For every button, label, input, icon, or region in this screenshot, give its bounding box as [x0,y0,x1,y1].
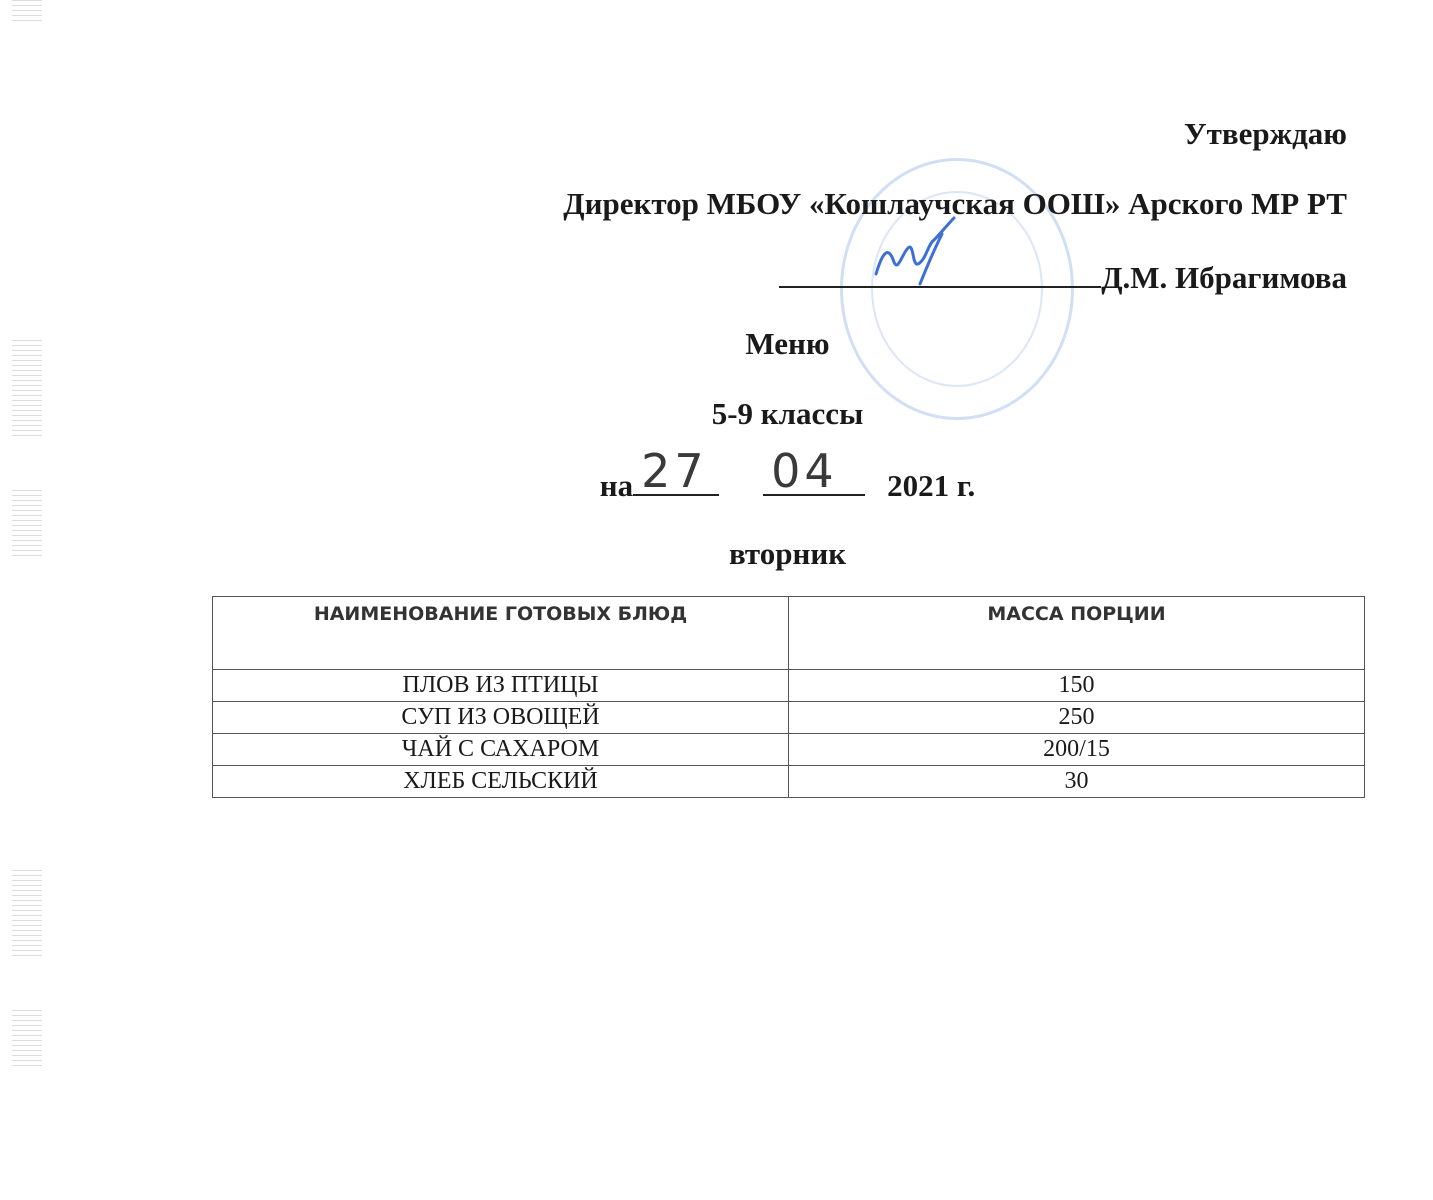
scan-artifact [12,870,42,960]
scan-artifact [12,1010,42,1070]
date-year: 2021 г. [887,468,976,503]
handwritten-signature [868,214,978,294]
column-header-mass: МАССА ПОРЦИИ [789,597,1365,670]
table-row [213,702,1365,734]
dish-name: СУП ИЗ ОВОЩЕЙ [213,702,789,734]
grades-label: 5-9 классы [711,396,864,431]
weekday-label: вторник [728,536,847,571]
scan-artifact [12,0,42,24]
date-prefix: на [599,468,634,503]
date-month-field [763,444,865,498]
date-month-value: 04 [771,444,838,498]
menu-table [212,596,1365,798]
date-line [0,444,1433,504]
menu-title: Меню [745,326,830,361]
portion-mass: 150 [789,670,1365,702]
date-day-value: 27 [641,444,708,498]
portion-mass: 200/15 [789,734,1365,766]
portion-mass: 250 [789,702,1365,734]
dish-name: ПЛОВ ИЗ ПТИЦЫ [213,670,789,702]
approval-title: Утверждаю [1183,116,1347,151]
signatory-name: Д.М. Ибрагимова [1101,260,1347,295]
table-header-row [213,597,1365,670]
signature-line [779,256,1347,296]
table-row [213,766,1365,798]
portion-mass: 30 [789,766,1365,798]
director-position: Директор МБОУ «Кошлаучская ООШ» Арского МР РТ [563,186,1347,221]
dish-name: ЧАЙ С САХАРОМ [213,734,789,766]
table-row [213,670,1365,702]
table-row [213,734,1365,766]
dish-name: ХЛЕБ СЕЛЬСКИЙ [213,766,789,798]
column-header-dish: НАИМЕНОВАНИЕ ГОТОВЫХ БЛЮД [213,597,789,670]
date-day-field [633,444,719,498]
